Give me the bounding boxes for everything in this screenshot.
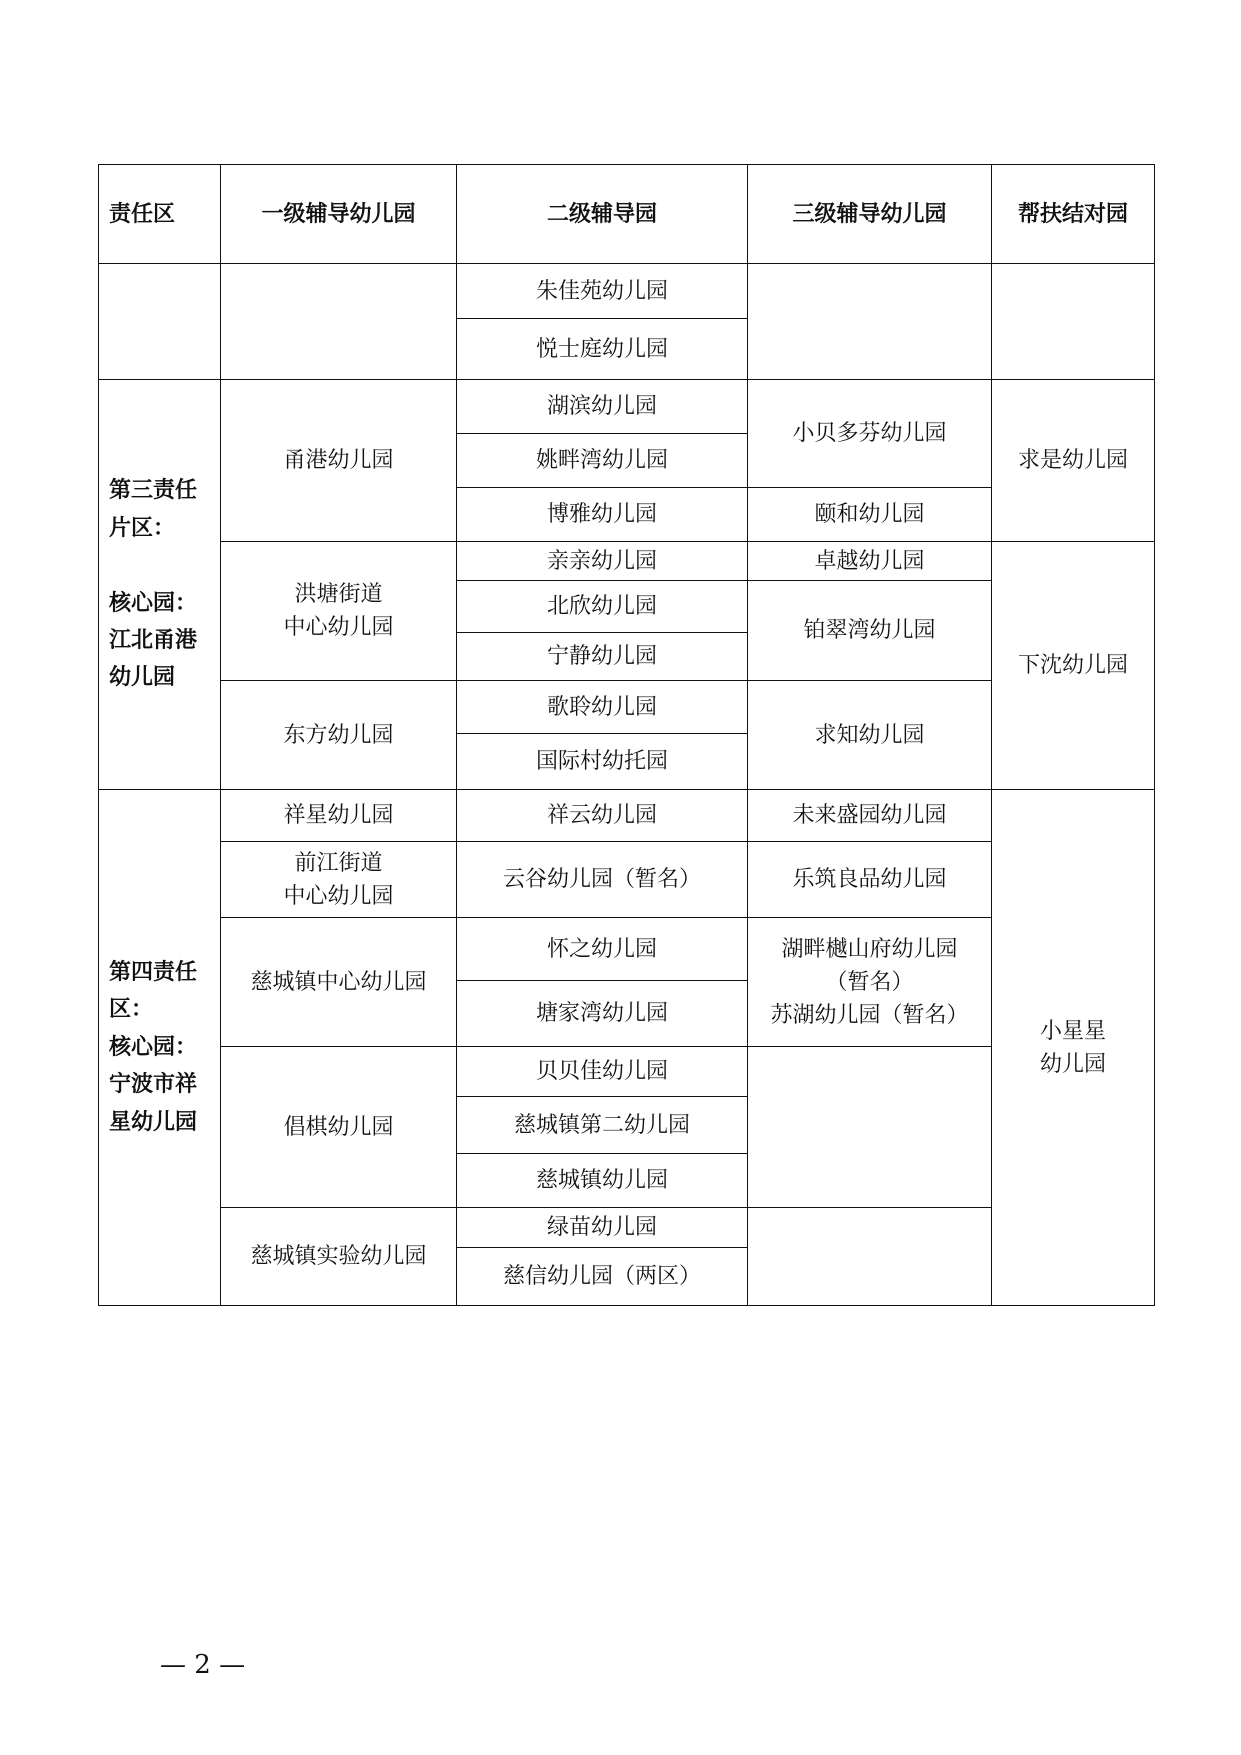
level1-line: 前江街道 (294, 850, 383, 876)
level3-cell (748, 918, 992, 1047)
level2-cell: 怀之幼儿园 (457, 918, 748, 981)
header-row (99, 165, 1155, 264)
zone-title: 第四责任区： (109, 960, 198, 1023)
level2-cell: 慈城镇幼儿园 (457, 1154, 748, 1208)
header-level1: 一级辅导幼儿园 (221, 165, 457, 264)
table-row (99, 264, 1155, 319)
level1-cell-empty (221, 264, 457, 380)
level3-cell-empty (748, 264, 992, 380)
level1-cell: 东方幼儿园 (221, 681, 457, 790)
zone-title: 第三责任片区： (109, 478, 198, 541)
header-level2: 二级辅导园 (457, 165, 748, 264)
pairing-cell: 下沈幼儿园 (992, 542, 1155, 790)
pairing-cell-empty (992, 264, 1155, 380)
level1-line: 中心幼儿园 (283, 615, 394, 640)
level3-line: 苏湖幼儿园（暂名） (770, 1002, 969, 1028)
level2-cell: 歌聆幼儿园 (457, 681, 748, 734)
level3-cell: 求知幼儿园 (748, 681, 992, 790)
zone-cell-4 (99, 790, 221, 1306)
zone-cell-3 (99, 380, 221, 790)
kindergarten-assignment-table (98, 164, 1155, 1306)
level3-cell-empty (748, 1047, 992, 1208)
table-row (99, 542, 1155, 581)
zone-core: 核心园：宁波市祥星幼儿园 (109, 1034, 198, 1135)
level3-cell: 卓越幼儿园 (748, 542, 992, 581)
level1-line: 中心幼儿园 (283, 883, 394, 909)
level3-cell-empty (748, 1208, 992, 1306)
table-row (99, 790, 1155, 842)
table-row (99, 380, 1155, 434)
pairing-cell (992, 790, 1155, 1306)
level1-cell: 慈城镇中心幼儿园 (221, 918, 457, 1047)
pairing-cell: 求是幼儿园 (992, 380, 1155, 542)
level3-cell: 未来盛园幼儿园 (748, 790, 992, 842)
header-pairing: 帮扶结对园 (992, 165, 1155, 264)
level2-cell: 悦士庭幼儿园 (457, 319, 748, 380)
level2-cell: 绿苗幼儿园 (457, 1208, 748, 1248)
header-level3: 三级辅导幼儿园 (748, 165, 992, 264)
level2-cell: 博雅幼儿园 (457, 488, 748, 542)
level1-cell: 祥星幼儿园 (221, 790, 457, 842)
level1-cell: 倡棋幼儿园 (221, 1047, 457, 1208)
level3-line: 湖畔樾山府幼儿园 (781, 936, 958, 962)
level1-cell: 甬港幼儿园 (221, 380, 457, 542)
level2-cell: 亲亲幼儿园 (457, 542, 748, 581)
level3-cell: 铂翠湾幼儿园 (748, 581, 992, 681)
level2-cell: 慈城镇第二幼儿园 (457, 1097, 748, 1154)
level2-cell: 云谷幼儿园（暂名） (457, 842, 748, 918)
level2-cell: 湖滨幼儿园 (457, 380, 748, 434)
level3-cell: 颐和幼儿园 (748, 488, 992, 542)
level3-cell: 乐筑良品幼儿园 (748, 842, 992, 918)
level2-cell: 宁静幼儿园 (457, 633, 748, 681)
level2-cell: 朱佳苑幼儿园 (457, 264, 748, 319)
level2-cell: 国际村幼托园 (457, 734, 748, 790)
page-number: — 2 — (160, 1650, 246, 1680)
level1-cell (221, 542, 457, 681)
pairing-line: 小星星 (1039, 1018, 1106, 1044)
level2-cell: 北欣幼儿园 (457, 581, 748, 633)
level3-cell: 小贝多芬幼儿园 (748, 380, 992, 488)
level2-cell: 姚畔湾幼儿园 (457, 434, 748, 488)
pairing-line: 幼儿园 (1039, 1051, 1106, 1077)
header-zone: 责任区 (99, 165, 221, 264)
level1-line: 洪塘街道 (294, 582, 383, 607)
level2-cell: 贝贝佳幼儿园 (457, 1047, 748, 1097)
level1-cell (221, 842, 457, 918)
level1-cell: 慈城镇实验幼儿园 (221, 1208, 457, 1306)
level3-line: （暂名） (825, 969, 914, 995)
level2-cell: 慈信幼儿园（两区） (457, 1248, 748, 1306)
level2-cell: 塘家湾幼儿园 (457, 981, 748, 1047)
zone-core: 核心园：江北甬港幼儿园 (109, 590, 198, 691)
zone-cell-empty (99, 264, 221, 380)
level2-cell: 祥云幼儿园 (457, 790, 748, 842)
